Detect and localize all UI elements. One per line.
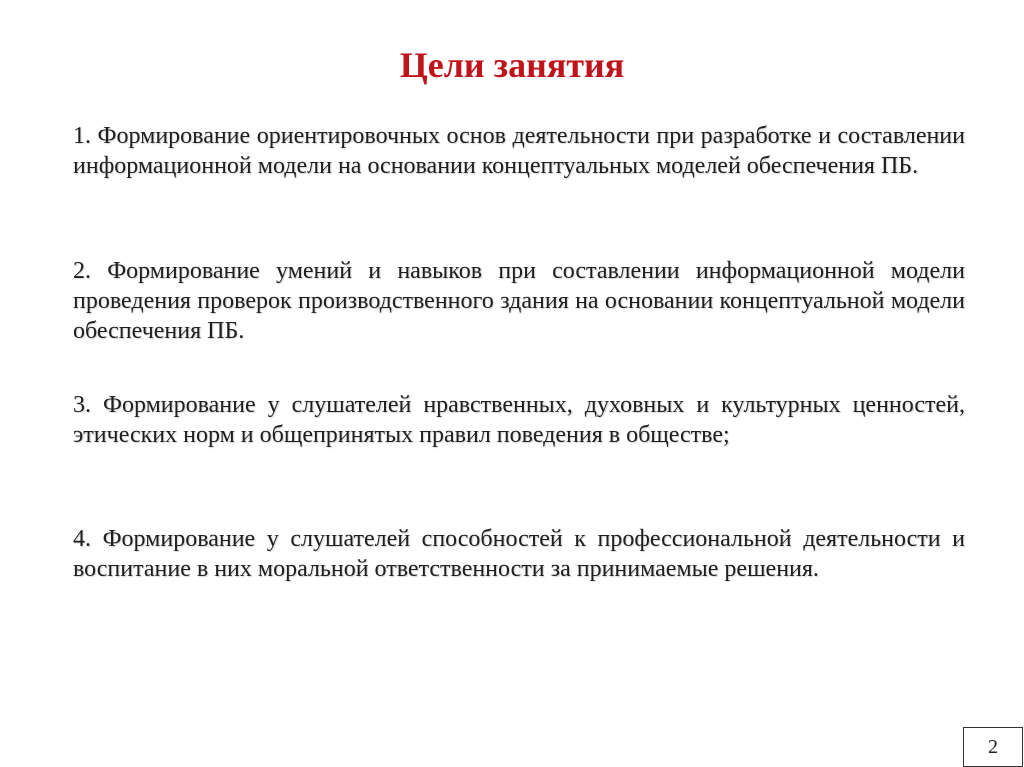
- goal-item-1: 1. Формирование ориентировочных основ деятельности при разработке и составлении информационной модели на основании концептуальных моделей обеспечения ПБ.: [73, 123, 965, 179]
- goal-item-2: 2. Формирование умений и навыков при составлении информационной модели проведения проверок производственного здания на основании концептуальной модели обеспечения ПБ.: [73, 258, 965, 344]
- goal-item-4: 4. Формирование у слушателей способностей к профессиональной деятельности и воспитание в них моральной ответственности за принимаемые решения.: [73, 526, 965, 582]
- goal-item-3: 3. Формирование у слушателей нравственных, духовных и культурных ценностей, этических норм и общепринятых правил поведения в обществе;: [73, 392, 965, 448]
- page-number: 2: [963, 727, 1023, 767]
- slide-title: Цели занятия: [399, 45, 625, 85]
